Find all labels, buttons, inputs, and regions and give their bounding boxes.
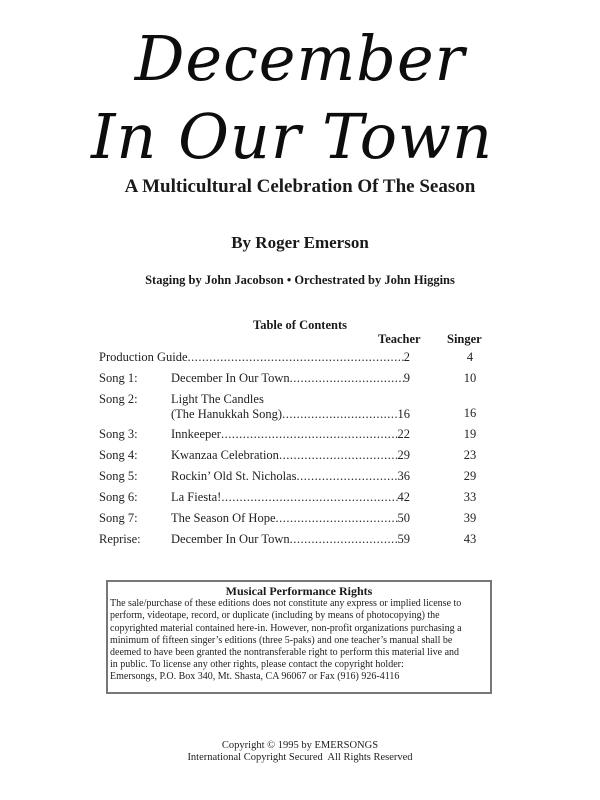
toc-row: [99, 371, 519, 392]
performance-rights-box: [106, 580, 492, 694]
toc-title: (The Hanukkah Song): [171, 407, 283, 421]
toc-row: [99, 490, 519, 511]
toc-title: December In Our Town: [171, 371, 290, 385]
toc-singer-page: 10: [463, 371, 477, 385]
toc-teacher-page: 42: [397, 490, 410, 504]
toc-teacher-page: 29: [397, 448, 410, 462]
toc-row: [99, 392, 519, 427]
dot-leader: [221, 427, 398, 442]
toc-column-teacher: Teacher: [378, 332, 421, 346]
toc-column-singer: Singer: [447, 332, 482, 346]
toc-teacher-page: 22: [397, 427, 410, 441]
toc-teacher-page: 16: [397, 407, 410, 421]
toc-entry: [171, 448, 410, 463]
toc-label: Song 5:: [99, 469, 138, 483]
toc-teacher-page: 36: [397, 469, 410, 483]
toc-singer-page: 43: [463, 532, 477, 546]
toc-entry: [171, 532, 410, 547]
toc-title: Rockin’ Old St. Nicholas: [171, 469, 297, 483]
rights-title: Musical Performance Rights: [225, 584, 373, 598]
toc-row: [99, 532, 519, 553]
dot-leader: [290, 371, 404, 386]
toc-label: Song 1:: [99, 371, 138, 385]
rights-line: Emersongs, P.O. Box 340, Mt. Shasta, CA 96067 or Fax (916) 926-4116: [110, 671, 400, 683]
toc-title: Kwanzaa Celebration: [171, 448, 279, 462]
toc-row: [99, 469, 519, 490]
dot-leader: [276, 511, 398, 526]
toc-entry: [171, 371, 410, 386]
toc-title: The Season Of Hope: [171, 511, 276, 525]
rights-line: deemed to have been granted the nontransferable right to perform this material live and: [110, 647, 460, 659]
toc-label: Song 7:: [99, 511, 138, 525]
rights-line: The sale/purchase of these editions does not constitute any express or implied license to: [110, 598, 462, 610]
toc-title: La Fiesta!: [171, 490, 222, 504]
toc-entry: [171, 469, 410, 484]
toc-singer-page: 29: [463, 469, 477, 483]
table-of-contents: [99, 350, 519, 553]
toc-entry: [171, 392, 410, 422]
rights-line: perform, videotape, record, or duplicate (including by means of photocopying) the: [110, 610, 440, 622]
toc-label: Production Guide: [99, 350, 188, 364]
toc-entry: [99, 350, 410, 365]
toc-singer-page: 4: [466, 350, 474, 364]
toc-label: Song 4:: [99, 448, 138, 462]
title-line-2: In Our Town: [90, 100, 494, 173]
author-byline: By Roger Emerson: [231, 233, 369, 252]
toc-entry: [171, 490, 410, 505]
copyright-notice: [0, 740, 600, 764]
subtitle: A Multicultural Celebration Of The Season: [124, 176, 476, 197]
toc-title: December In Our Town: [171, 532, 290, 546]
toc-singer-page: 19: [463, 427, 477, 441]
toc-title: Innkeeper: [171, 427, 221, 441]
toc-entry: [171, 511, 410, 526]
credits-line: Staging by John Jacobson • Orchestrated by John Higgins: [145, 273, 455, 287]
title-line-1: December: [134, 22, 466, 95]
toc-label: Reprise:: [99, 532, 141, 546]
rights-body: [110, 598, 488, 683]
toc-singer-page: 23: [463, 448, 477, 462]
dot-leader: [282, 407, 397, 422]
toc-teacher-page: 2: [403, 350, 410, 364]
toc-singer-page: 16: [463, 406, 477, 420]
toc-row: [99, 511, 519, 532]
toc-heading: Table of Contents: [253, 318, 347, 332]
rights-line: copyrighted material contained here-in. However, non-profit organizations purchasing a: [110, 622, 462, 634]
toc-row: [99, 427, 519, 448]
toc-label: Song 2:: [99, 392, 138, 406]
dot-leader: [221, 490, 397, 505]
toc-label: Song 6:: [99, 490, 138, 504]
dot-leader: [296, 469, 397, 484]
toc-teacher-page: 50: [397, 511, 410, 525]
rights-line: minimum of fifteen singer’s editions (three 5-paks) and one teacher’s manual shall be: [110, 634, 453, 646]
toc-teacher-page: 59: [397, 532, 410, 546]
dot-leader: [279, 448, 398, 463]
toc-title-line-1: Light The Candles: [171, 392, 264, 406]
rights-line: in public. To license any other rights, please contact the copyright holder:: [110, 659, 404, 671]
copyright-line-2: International Copyright Secured All Rights Reserved: [187, 752, 413, 763]
toc-singer-page: 33: [463, 490, 477, 504]
toc-label: Song 3:: [99, 427, 138, 441]
dot-leader: [188, 350, 404, 365]
toc-row: [99, 350, 519, 371]
toc-row: [99, 448, 519, 469]
dot-leader: [290, 532, 398, 547]
toc-entry: [171, 427, 410, 442]
copyright-line-1: Copyright © 1995 by EMERSONGS: [221, 740, 379, 751]
toc-teacher-page: 9: [403, 371, 410, 385]
toc-singer-page: 39: [463, 511, 477, 525]
